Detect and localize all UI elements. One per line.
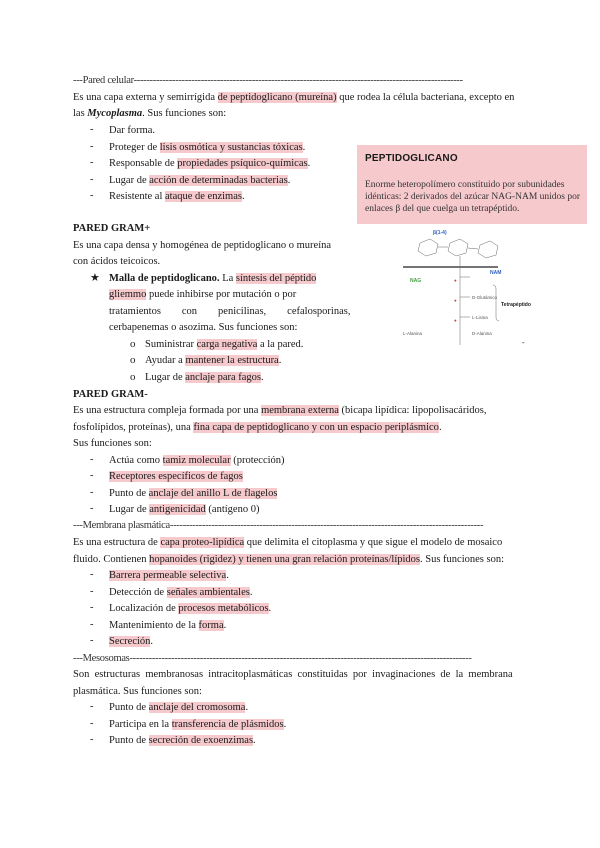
text: . xyxy=(253,735,256,746)
highlight: forma xyxy=(198,620,224,631)
highlight: gliemmo xyxy=(109,289,147,300)
star-bullet-icon: ★ xyxy=(90,272,100,284)
sub-list-item xyxy=(145,338,303,352)
text: Es una estructura compleja formada por una xyxy=(73,405,262,416)
l-alanine-label: L-Alanina xyxy=(403,331,423,336)
d-alanine-label: D-Alanina xyxy=(472,331,492,336)
highlight: capa proteo-lipídica xyxy=(160,537,245,548)
list-item xyxy=(109,718,286,732)
text: . xyxy=(302,142,306,153)
dash-bullet: - xyxy=(90,157,94,168)
text: La xyxy=(219,273,236,284)
circle-bullet-icon: o xyxy=(130,354,136,366)
highlight: Secreción xyxy=(109,636,151,647)
highlight: procesos metabólicos xyxy=(178,603,269,614)
trailing-dash: - xyxy=(522,338,525,347)
residue-marker: ● xyxy=(454,298,457,303)
text: Es una estructura de xyxy=(73,537,161,548)
mycoplasma-term: Mycoplasma xyxy=(87,108,143,119)
highlight: anclaje del anillo L de flagelos xyxy=(148,488,278,499)
malla-line-3: tratamientos con penicilinas, cefalosporinas, xyxy=(109,306,351,317)
text: Lugar de xyxy=(145,372,186,383)
list-item xyxy=(109,619,226,633)
highlight: síntesis del péptido xyxy=(235,273,317,284)
list-item xyxy=(109,174,290,188)
text: Proteger de xyxy=(109,142,160,153)
nag-label: NAG xyxy=(410,278,422,284)
malla-line-4: cerbapenemas o asozima. Sus funciones son: xyxy=(109,322,298,333)
text: . Sus funciones son: xyxy=(142,108,227,119)
text: . xyxy=(249,587,253,598)
list-item xyxy=(109,141,305,155)
gram-negative-desc-1 xyxy=(73,404,486,418)
nam-label: NAM xyxy=(490,270,502,276)
text: (antígeno 0) xyxy=(205,504,260,515)
dash-bullet: - xyxy=(90,487,94,498)
text: Punto de xyxy=(109,735,149,746)
dash-bullet: - xyxy=(90,124,94,135)
text: que delimita el citoplasma y que sigue el modelo de mosaico xyxy=(244,537,503,548)
text: las xyxy=(73,108,88,119)
highlight: fina capa de peptidoglicano y con un espacio periplásmico xyxy=(193,422,439,433)
list-item xyxy=(109,503,259,517)
peptidoglycan-structure-diagram xyxy=(398,227,548,352)
text: Ayudar a xyxy=(145,355,186,366)
text: . xyxy=(150,636,154,647)
text: (protección) xyxy=(230,455,285,466)
text: . xyxy=(241,191,245,202)
sugar-rings xyxy=(403,239,502,345)
text: (bicapa lipídica: lipopolisacáridos, xyxy=(338,405,487,416)
text: que rodea la célula bacteriana, excepto en xyxy=(336,92,515,103)
nag-ring xyxy=(418,239,438,256)
text: . xyxy=(261,372,264,383)
nam-ring-2 xyxy=(478,241,498,258)
text: Punto de xyxy=(109,702,149,713)
highlight: carga negativa xyxy=(196,339,258,350)
list-item xyxy=(109,487,277,501)
list-item xyxy=(109,454,285,468)
text: . xyxy=(278,355,282,366)
highlight: Receptores específicos de fagos xyxy=(109,471,243,482)
sub-list-item xyxy=(145,354,281,368)
highlight: anclaje para fagos xyxy=(185,372,262,383)
callout-title: PEPTIDOGLICANO xyxy=(365,153,458,164)
circle-bullet-icon: o xyxy=(130,338,136,350)
gram-negative-desc-2 xyxy=(73,421,442,435)
residue-marker: ● xyxy=(454,318,457,323)
dash-bullet: - xyxy=(90,174,94,185)
section-header-pared-celular xyxy=(73,74,463,88)
text: fosfolípidos, proteínas), una xyxy=(73,422,194,433)
highlight: señales ambientales xyxy=(166,587,250,598)
bond xyxy=(468,248,478,249)
list-item xyxy=(109,124,155,138)
text: . xyxy=(226,570,229,581)
text: Dar forma. xyxy=(109,125,156,136)
text: puede inhibirse por mutación o por xyxy=(146,289,297,300)
dash-bullet: - xyxy=(90,470,94,481)
dash-bullet: - xyxy=(90,503,94,514)
header-dashes: -------------------------------------------------------------------------------------------------- xyxy=(169,520,484,531)
mesosomas-desc-2: plasmática. Sus funciones son: xyxy=(73,686,202,697)
gram-negative-functions-label: Sus funciones son: xyxy=(73,438,152,449)
dash-bullet: - xyxy=(90,586,94,597)
list-item xyxy=(109,470,243,484)
circle-bullet-icon: o xyxy=(130,371,136,383)
highlight: hopanoides (rigidez) y tienen una gran relación proteínas/lípidos xyxy=(149,554,420,565)
pared-intro-line-2 xyxy=(73,107,226,121)
list-item xyxy=(109,157,310,171)
lysine-label: L-Lisina xyxy=(472,315,488,320)
gram-negative-heading: PARED GRAM- xyxy=(73,389,148,400)
tetrapeptide-bracket xyxy=(493,285,499,321)
highlight: secreción de exoenzimas xyxy=(148,735,254,746)
peptidoglicano-callout xyxy=(357,145,587,224)
list-item xyxy=(109,190,245,204)
text: Participa en la xyxy=(109,719,172,730)
text: Mantenimiento de la xyxy=(109,620,199,631)
residue-marker: ● xyxy=(454,278,457,283)
tetrapeptide-label: Tetrapéptido xyxy=(501,302,531,308)
text: Es una capa externa y semirrígida xyxy=(73,92,218,103)
text: Lugar de xyxy=(109,504,150,515)
text: Lugar de xyxy=(109,175,150,186)
header-label: ---Mesosomas xyxy=(73,653,130,664)
text: . xyxy=(283,719,287,730)
dash-bullet: - xyxy=(90,734,94,745)
bond-label: β(1-4) xyxy=(433,230,447,236)
gram-positive-desc-1: Es una capa densa y homogénea de peptidoglicano o mureína xyxy=(73,240,332,251)
header-dashes: ------------------------------------------------------------------------------------------------------- xyxy=(133,75,463,86)
dash-bullet: - xyxy=(90,141,94,152)
dash-bullet: - xyxy=(90,602,94,613)
dash-bullet: - xyxy=(90,619,94,630)
text: a la pared. xyxy=(257,339,304,350)
text: . xyxy=(438,422,442,433)
dash-bullet: - xyxy=(90,569,94,580)
text: Responsable de xyxy=(109,158,178,169)
text: . Sus funciones son: xyxy=(420,554,504,565)
text: . xyxy=(245,702,249,713)
gram-positive-desc-2: con ácidos teicoicos. xyxy=(73,256,161,267)
highlight: anclaje del cromosoma xyxy=(148,702,246,713)
sub-list-item xyxy=(145,371,264,385)
section-header-membrana xyxy=(73,519,483,533)
membrana-desc-1 xyxy=(73,536,502,550)
highlight: mantener la estructura xyxy=(185,355,279,366)
highlight: acción de determinadas bacterias xyxy=(149,175,288,186)
highlight: ataque de enzimas xyxy=(165,191,242,202)
dash-bullet: - xyxy=(90,190,94,201)
highlight: antigenicidad xyxy=(149,504,206,515)
list-item xyxy=(109,569,229,583)
malla-line-1 xyxy=(109,272,316,286)
list-item xyxy=(109,586,252,600)
callout-description: Enorme heteropolímero constituido por subunidades idénticas: 2 derivados del azúcar NAG-NAM unidos por enlaces β del que cuelga un tetrapéptido. xyxy=(365,180,581,214)
text: Actúa como xyxy=(109,455,163,466)
section-header-mesosomas xyxy=(73,652,472,666)
text: . xyxy=(307,158,311,169)
text: Suministrar xyxy=(145,339,197,350)
residue-markers xyxy=(454,278,457,323)
list-item xyxy=(109,701,248,715)
text: Punto de xyxy=(109,488,149,499)
text: Detección de xyxy=(109,587,167,598)
gram-positive-heading: PARED GRAM+ xyxy=(73,223,151,234)
highlight: lisis osmótica y sustancias tóxicas xyxy=(159,142,303,153)
header-label: ---Membrana plasmática xyxy=(73,520,170,531)
text: . xyxy=(223,620,227,631)
list-item xyxy=(109,635,153,649)
pared-intro-line-1 xyxy=(73,91,514,105)
malla-line-2 xyxy=(109,288,296,302)
highlight: transferencia de plásmidos xyxy=(171,719,284,730)
highlight: de peptidoglicano (mureína) xyxy=(217,92,337,103)
mesosomas-desc-1: Son estructuras membranosas intracitoplasmáticas constituidas por invaginaciones de la membrana xyxy=(73,669,513,680)
highlight: tamiz molecular xyxy=(162,455,231,466)
dash-bullet: - xyxy=(90,718,94,729)
nam-ring-1 xyxy=(448,239,468,256)
text: . xyxy=(287,175,291,186)
list-item xyxy=(109,602,271,616)
highlight: Barrera permeable selectiva xyxy=(109,570,227,581)
text: Resistente al xyxy=(109,191,165,202)
header-label: ---Pared celular xyxy=(73,75,134,86)
highlight: propiedades psíquico-químicas xyxy=(177,158,308,169)
list-item xyxy=(109,734,256,748)
text: . xyxy=(268,603,272,614)
header-dashes: ----------------------------------------------------------------------------------------------------------- xyxy=(129,653,472,664)
text: fluido. Contienen xyxy=(73,554,150,565)
dash-bullet: - xyxy=(90,635,94,646)
dash-bullet: - xyxy=(90,701,94,712)
highlight: membrana externa xyxy=(261,405,339,416)
dash-bullet: - xyxy=(90,454,94,465)
malla-title: Malla de peptidoglicano. xyxy=(109,273,220,284)
membrana-desc-2 xyxy=(73,553,504,567)
text: Localización de xyxy=(109,603,179,614)
d-glutamic-label: D-Glutámico xyxy=(472,295,498,300)
